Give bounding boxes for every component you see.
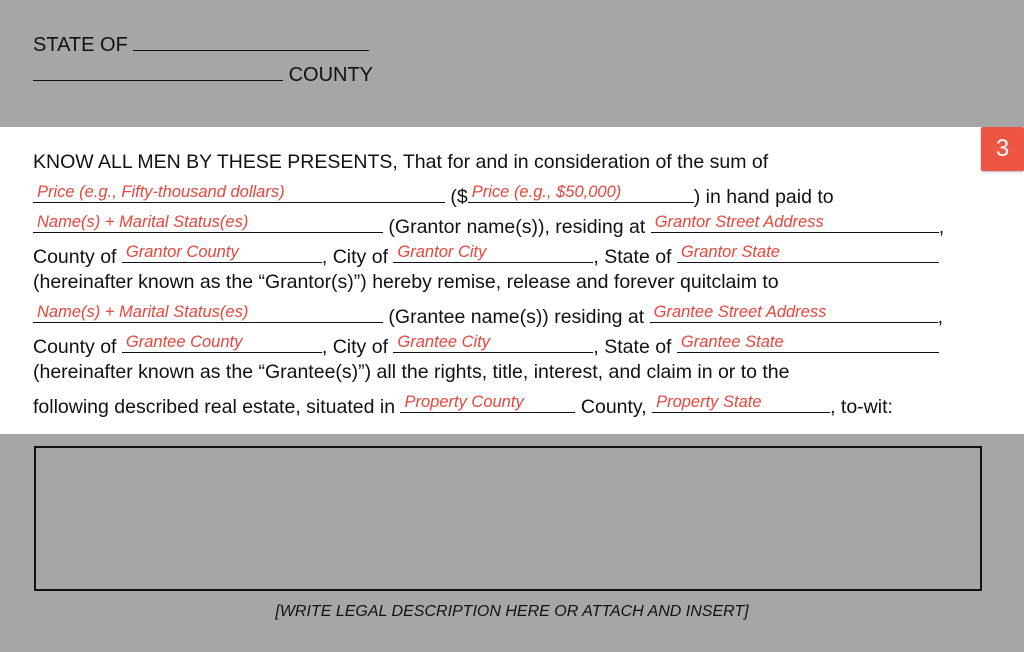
- property-state-field[interactable]: [652, 390, 830, 413]
- state-of-label: STATE OF: [33, 34, 128, 56]
- county-of-text: County of: [33, 336, 117, 358]
- city-of-text: , City of: [321, 246, 388, 268]
- grantee-street-field[interactable]: [650, 300, 938, 323]
- grantee-state-placeholder: Grantee State: [680, 333, 784, 351]
- county-line: [33, 62, 373, 87]
- dollar-open-text: ($: [450, 186, 468, 208]
- price-number-field[interactable]: [468, 180, 694, 203]
- row-1: [33, 150, 768, 174]
- city-of-text: , City of: [321, 336, 388, 358]
- state-blank[interactable]: [133, 32, 369, 51]
- price-words-placeholder: Price (e.g., Fifty-thousand dollars): [37, 183, 285, 201]
- state-of-line: [33, 32, 369, 57]
- grantor-county-placeholder: Grantor County: [125, 243, 239, 261]
- grantee-names-field[interactable]: [33, 300, 383, 323]
- page-badge: 3: [981, 127, 1024, 171]
- grantee-state-field[interactable]: [677, 330, 939, 353]
- grantor-street-field[interactable]: [651, 210, 939, 233]
- property-county-field[interactable]: [400, 390, 575, 413]
- row-3: [33, 210, 944, 239]
- grantee-county-placeholder: Grantee County: [125, 333, 243, 351]
- grantor-names-field[interactable]: [33, 210, 383, 233]
- grantor-state-field[interactable]: [677, 240, 939, 263]
- row-8: [33, 360, 790, 384]
- grantor-city-placeholder: Grantor City: [397, 243, 487, 261]
- comma-text: ,: [938, 216, 945, 238]
- grantor-residing-text: (Grantor name(s)), residing at: [388, 216, 646, 238]
- grantor-city-field[interactable]: [393, 240, 593, 263]
- legal-description-caption: [WRITE LEGAL DESCRIPTION HERE OR ATTACH AND INSERT]: [275, 603, 749, 620]
- row-4: [33, 240, 939, 269]
- row-9: [33, 390, 893, 419]
- price-words-field[interactable]: [33, 180, 445, 203]
- grantee-street-placeholder: Grantee Street Address: [653, 303, 827, 321]
- to-wit-text: , to-wit:: [830, 396, 893, 418]
- county-blank[interactable]: [33, 62, 283, 81]
- state-of-text: , State of: [593, 246, 672, 268]
- legal-description-box[interactable]: [34, 446, 982, 591]
- grantor-hereinafter-text: (hereinafter known as the “Grantor(s)”) hereby remise, release and forever quitclaim to: [33, 271, 779, 293]
- grantor-state-placeholder: Grantor State: [680, 243, 780, 261]
- county-of-text: County of: [33, 246, 117, 268]
- price-number-placeholder: Price (e.g., $50,000): [471, 183, 622, 201]
- row-2: [33, 180, 834, 209]
- in-hand-text: ) in hand paid to: [693, 186, 834, 208]
- grantee-city-placeholder: Grantee City: [397, 333, 491, 351]
- property-state-placeholder: Property State: [656, 393, 762, 411]
- county-word-text: County,: [580, 396, 647, 418]
- row-6: [33, 300, 943, 329]
- grantee-residing-text: (Grantee name(s)) residing at: [388, 306, 645, 328]
- grantor-names-placeholder: Name(s) + Marital Status(es): [37, 213, 249, 231]
- intro-text: KNOW ALL MEN BY THESE PRESENTS, That for and in consideration of the sum of: [33, 151, 769, 173]
- county-label: COUNTY: [288, 64, 374, 86]
- comma-text: ,: [937, 306, 944, 328]
- grantee-city-field[interactable]: [393, 330, 593, 353]
- grantor-county-field[interactable]: [122, 240, 322, 263]
- header-area: [0, 0, 1024, 127]
- property-county-placeholder: Property County: [404, 393, 524, 411]
- row-5: [33, 270, 779, 294]
- situated-in-text: following described real estate, situated in: [33, 396, 396, 418]
- row-7: [33, 330, 939, 359]
- grantee-hereinafter-text: (hereinafter known as the “Grantee(s)”) all the rights, title, interest, and claim in or to the: [33, 361, 790, 383]
- grantor-street-placeholder: Grantor Street Address: [654, 213, 824, 231]
- grantee-county-field[interactable]: [122, 330, 322, 353]
- grantee-names-placeholder: Name(s) + Marital Status(es): [37, 303, 249, 321]
- state-of-text: , State of: [593, 336, 672, 358]
